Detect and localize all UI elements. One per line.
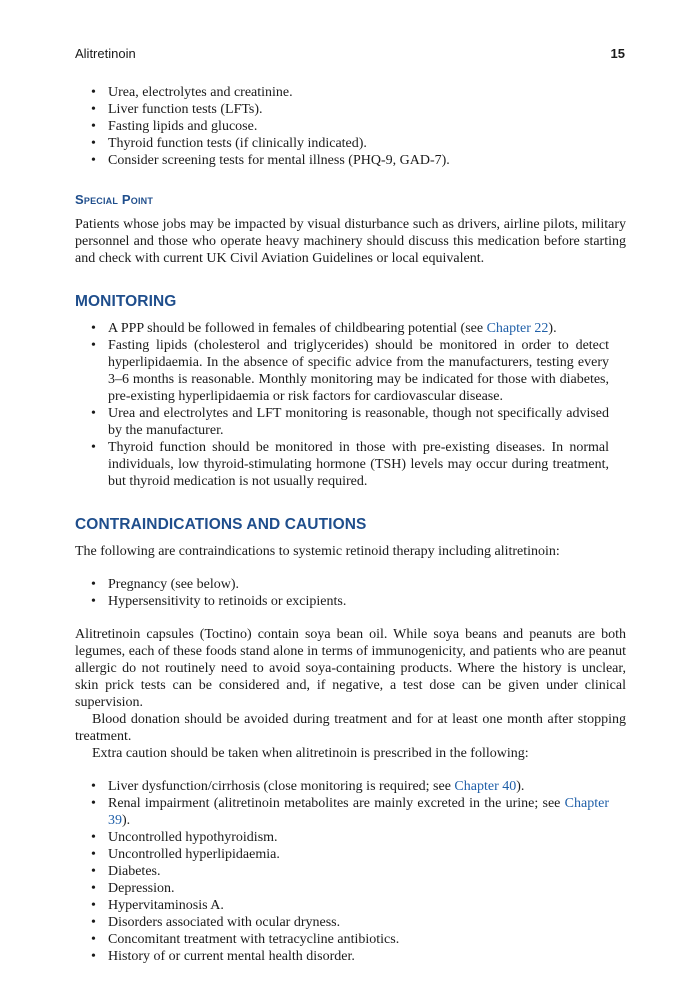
monitoring-heading: MONITORING xyxy=(75,293,177,310)
caution-intro: Extra caution should be taken when alitretinoin is prescribed in the following: xyxy=(92,746,529,761)
contraindications-heading: CONTRAINDICATIONS AND CAUTIONS xyxy=(75,516,367,533)
list-item: • History of or current mental health disorder. xyxy=(91,948,626,965)
list-item: • Fasting lipids and glucose. xyxy=(91,118,626,135)
list-item xyxy=(91,795,626,829)
monitoring-list xyxy=(75,320,626,490)
list-item: • Hypervitaminosis A. xyxy=(91,897,626,914)
soya-paragraph: Alitretinoin capsules (Toctino) contain soya bean oil. While soya beans and peanuts are both legumes, each of these foods stand alone in terms of immunogenicity, and patients who are peanut allergic do not routinely need to avoid soya-containing products. Where the history is unclear, skin prick tests can be considered and, if negative, a test dose can be given under clinical supervision. xyxy=(75,627,626,710)
chapter-39-link[interactable]: Chapter 39 xyxy=(108,796,609,828)
contraindications-intro: The following are contraindications to systemic retinoid therapy including alitretinoin: xyxy=(75,544,560,559)
page-body xyxy=(75,84,626,965)
running-title: Alitretinoin xyxy=(75,46,136,61)
list-item: • Thyroid function should be monitored in those with pre-existing diseases. In normal individuals, low thyroid-stimulating hormone (TSH) levels may occur during treatment, but thyroid medication is not usually required. xyxy=(91,439,626,490)
list-item: • Hypersensitivity to retinoids or excipients. xyxy=(91,593,626,610)
chapter-40-link[interactable]: Chapter 40 xyxy=(454,779,517,794)
special-point-text: Patients whose jobs may be impacted by visual disturbance such as drivers, airline pilots, military personnel and those who operate heavy machinery should discuss this medication before starting and check with current UK Civil Aviation Guidelines or local equivalent. xyxy=(75,217,626,266)
item-text: ). xyxy=(548,321,557,336)
list-item: • Uncontrolled hyperlipidaemia. xyxy=(91,846,626,863)
item-text: Liver dysfunction/cirrhosis (close monitoring is required; see xyxy=(108,779,455,794)
list-item: • Concomitant treatment with tetracycline antibiotics. xyxy=(91,931,626,948)
list-item: • Pregnancy (see below). xyxy=(91,576,626,593)
item-text: A PPP should be followed in females of childbearing potential (see xyxy=(108,321,487,336)
list-item: • Thyroid function tests (if clinically indicated). xyxy=(91,135,626,152)
list-item: • Urea, electrolytes and creatinine. xyxy=(91,84,626,101)
item-text: Renal impairment (alitretinoin metabolites are mainly excreted in the urine; see xyxy=(108,796,565,811)
contraindications-list xyxy=(75,576,626,610)
item-text: ). xyxy=(516,779,525,794)
list-item: • Uncontrolled hypothyroidism. xyxy=(91,829,626,846)
page-number: 15 xyxy=(610,46,625,61)
running-header xyxy=(75,46,625,61)
blood-donation-paragraph: Blood donation should be avoided during treatment and for at least one month after stopping treatment. xyxy=(75,712,626,744)
item-text: ). xyxy=(122,813,131,828)
list-item: • Fasting lipids (cholesterol and triglycerides) should be monitored in order to detect hyperlipidaemia. In the absence of specific advice from the manufacturers, testing every 3–6 months is reasonable. Monthly monitoring may be indicated for those with diabetes, pre-existing hyperlipidaemia or risk factors for cardiovascular disease. xyxy=(91,337,626,405)
list-item: • Depression. xyxy=(91,880,626,897)
list-item xyxy=(91,778,626,795)
list-item: • Disorders associated with ocular dryness. xyxy=(91,914,626,931)
list-item: • Urea and electrolytes and LFT monitoring is reasonable, though not specifically advised by the manufacturer. xyxy=(91,405,626,439)
chapter-22-link[interactable]: Chapter 22 xyxy=(486,321,549,336)
cautions-list xyxy=(75,778,626,965)
special-point-heading: Special Point xyxy=(75,192,154,207)
list-item: • Consider screening tests for mental illness (PHQ-9, GAD-7). xyxy=(91,152,626,169)
intro-list xyxy=(75,84,626,169)
list-item: • Liver function tests (LFTs). xyxy=(91,101,626,118)
list-item xyxy=(91,320,626,337)
list-item: • Diabetes. xyxy=(91,863,626,880)
